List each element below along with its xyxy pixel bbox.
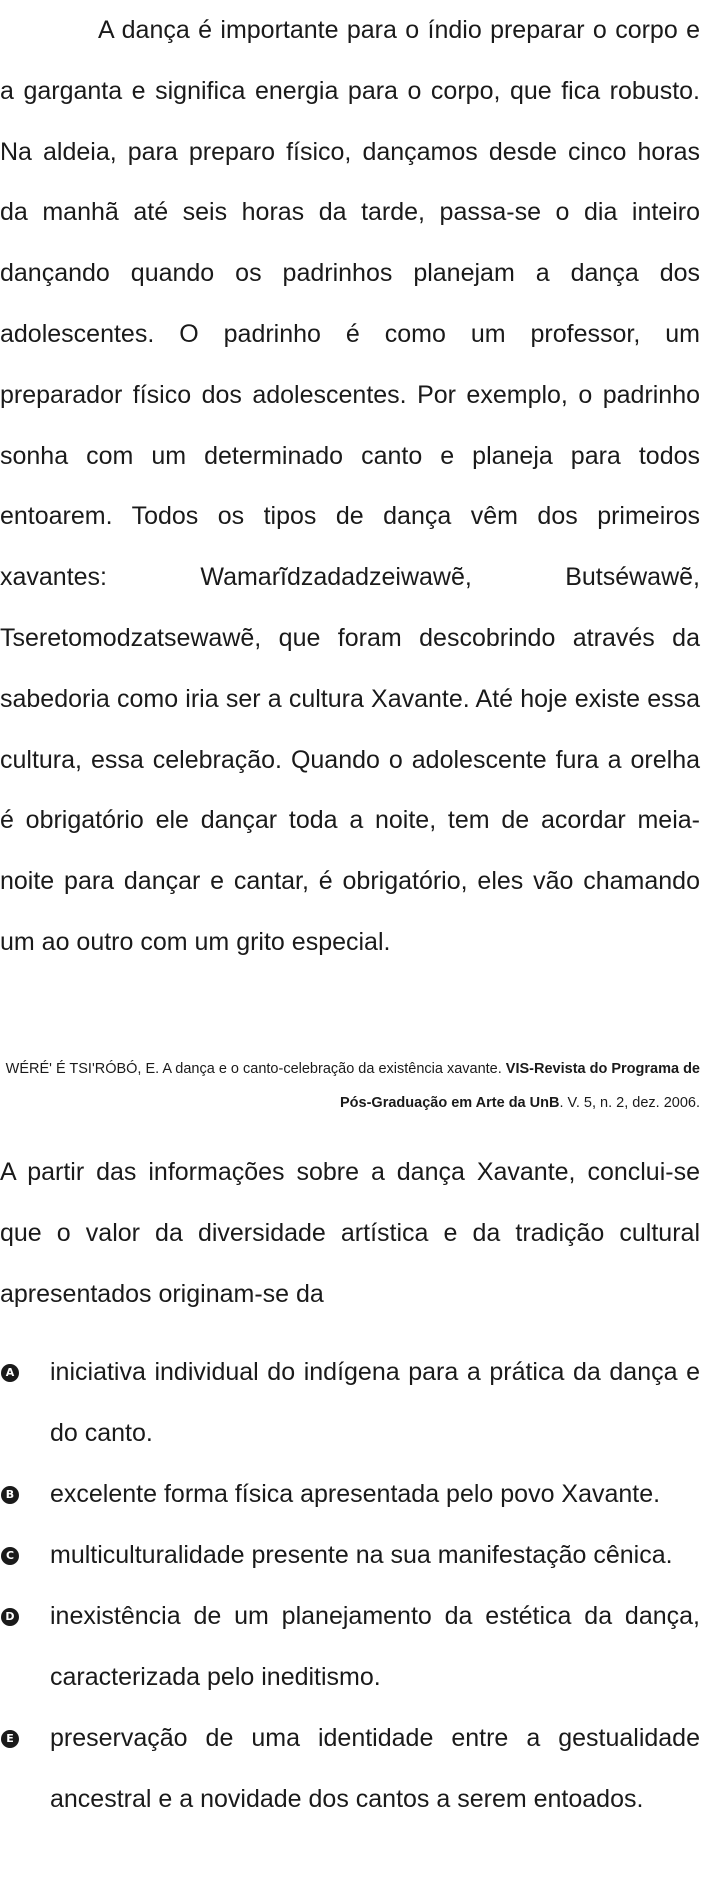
citation-author-title: WÉRÉ' É TSI'RÓBÓ, E. A dança e o canto-celebração da existência xavante. xyxy=(5,1061,506,1077)
citation-details: . V. 5, n. 2, dez. 2006. xyxy=(559,1095,700,1111)
option-b-marker: B xyxy=(1,1486,19,1504)
option-e[interactable] xyxy=(0,1708,700,1830)
answer-options xyxy=(0,1342,700,1830)
option-d-marker: D xyxy=(1,1608,19,1626)
citation-journal: VIS-Revista do Programa de Pós-Graduação em Arte da UnB xyxy=(340,1061,700,1111)
option-c[interactable] xyxy=(0,1525,700,1586)
option-d-text: inexistência de um planejamento da estética da dança, caracterizada pelo ineditismo. xyxy=(50,1602,700,1691)
option-e-text: preservação de uma identidade entre a gestualidade ancestral e a novidade dos cantos a serem entoados. xyxy=(50,1724,700,1813)
option-d[interactable] xyxy=(0,1586,700,1708)
option-e-marker: E xyxy=(1,1730,19,1748)
option-b[interactable] xyxy=(0,1464,700,1525)
option-a-marker: A xyxy=(1,1364,19,1382)
option-c-text: multiculturalidade presente na sua manifestação cênica. xyxy=(50,1541,673,1569)
option-c-marker: C xyxy=(1,1547,19,1565)
option-a-text: iniciativa individual do indígena para a prática da dança e do canto. xyxy=(50,1358,700,1447)
option-a[interactable] xyxy=(0,1342,700,1464)
citation xyxy=(0,1052,700,1120)
passage-text: A dança é importante para o índio preparar o corpo e a garganta e significa energia para o corpo, que fica robusto. Na aldeia, para preparo físico, dançamos desde cinco horas da manhã até seis horas da tarde, passa-se o dia inteiro dançando quando os padrinhos planejam a dança dos adolescentes. O padrinho é como um professor, um preparador físico dos adolescentes. Por exemplo, o padrinho sonha com um determinado canto e planeja para todos entoarem. Todos os tipos de dança vêm dos primeiros xavantes: Wamarĩdzadadzeiwawẽ, Butséwawẽ, Tseretomodzatsewawẽ, que foram descobrindo através da sabedoria como iria ser a cultura Xavante. Até hoje existe essa cultura, essa celebração. Quando o adolescente fura a orelha é obrigatório ele dançar toda a noite, tem de acordar meia-noite para dançar e cantar, é obrigatório, eles vão chamando um ao outro com um grito especial. xyxy=(0,16,700,956)
question-stem: A partir das informações sobre a dança Xavante, conclui-se que o valor da diversidade artística e da tradição cultural apresentados originam-se da xyxy=(0,1158,700,1308)
option-b-text: excelente forma física apresentada pelo povo Xavante. xyxy=(50,1480,661,1508)
